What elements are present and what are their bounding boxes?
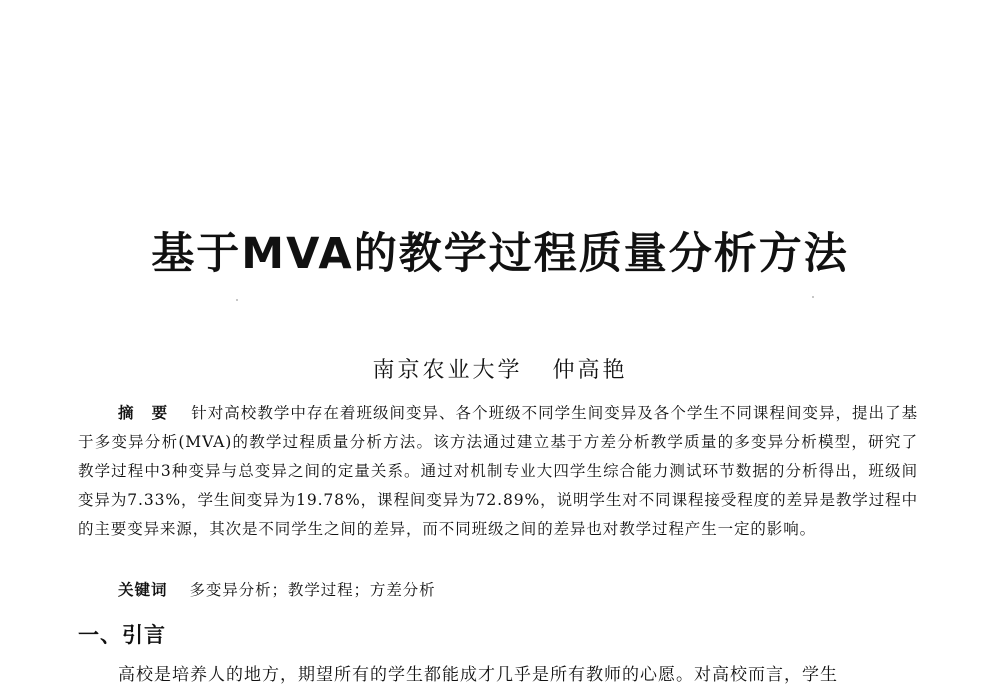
scan-speck xyxy=(236,299,238,301)
paper-title: 基于MVA的教学过程质量分析方法 xyxy=(151,229,849,279)
keywords-label: 关键词 xyxy=(118,581,168,599)
scan-speck xyxy=(812,296,814,298)
author-name: 仲高艳 xyxy=(552,358,628,383)
keywords-text: 多变异分析；教学过程；方差分析 xyxy=(189,581,436,599)
section-heading: 一、引言 xyxy=(78,623,166,647)
body-text: 高校是培养人的地方，期望所有的学生都能成才几乎是所有教师的心愿。对高校而言，学生 xyxy=(118,665,838,684)
affiliation: 南京农业大学 xyxy=(372,358,523,383)
abstract-label: 摘要 xyxy=(118,404,186,422)
author-line xyxy=(0,353,1000,389)
abstract-text: 针对高校教学中存在着班级间变异、各个班级不同学生间变异及各个学生不同课程间变异，提出了基于多变异分析(MVA)的教学过程质量分析方法。该方法通过建立基于方差分析教学质量的多变异分析模型，研究了教学过程中3种变异与总变异之间的定量关系。通过对机制专业大四学生综合能力测试环节数据的分析得出，班级间变异为7.33%，学生间变异为19.78%，课程间变异为72.89%，说明学生对不同课程接受程度的差异是教学过程中的主要变异来源，其次是不同学生之间的差异，而不同班级之间的差异也对教学过程产生一定的影响。 xyxy=(78,404,918,538)
keywords xyxy=(118,575,436,605)
abstract xyxy=(78,399,918,544)
